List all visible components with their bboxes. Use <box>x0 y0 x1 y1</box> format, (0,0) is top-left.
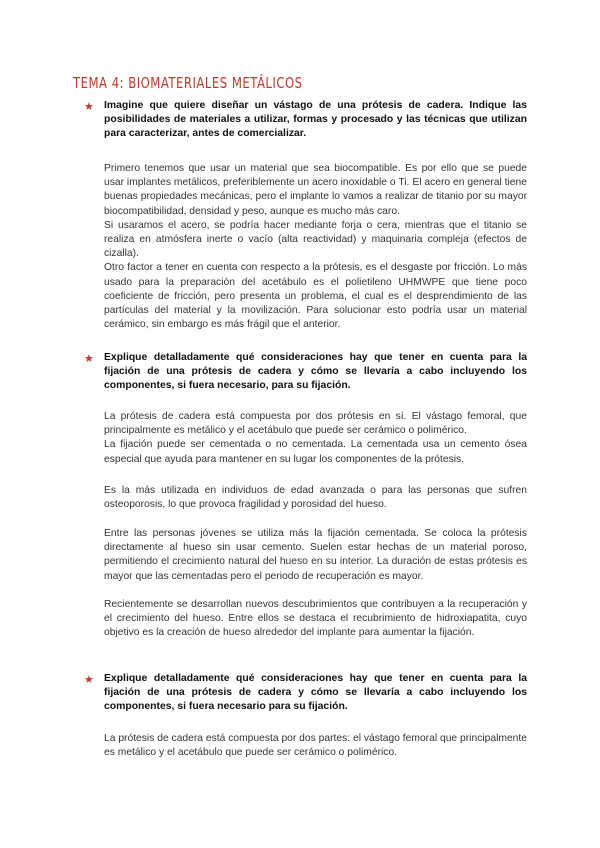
answer-2-paragraph <box>104 527 527 584</box>
question-3: Explique detalladamente qué consideraciones hay que tener en cuenta para la fijación de una prótesis de cadera y cómo se llevaría a cabo incluyendo los componentes, si fuera necesario para su fijación. <box>104 673 527 713</box>
answer-2-paragraph <box>104 598 527 641</box>
star-bullet-icon: ★ <box>84 353 94 365</box>
answer-2-line: Entre las personas jóvenes se utiliza más la fijación cementada. Se coloca la prótesis directamente al hueso sin usar cemento. Suelen estar hechas de un material poroso, permitiendo el crecimiento natural del hueso en su interior. La duración de estas prótesis es mayor que las cementadas pero el periodo de recuperación es mayor. <box>104 528 527 582</box>
page-title: TEMA 4: BIOMATERIALES METÁLICOS <box>73 74 303 92</box>
answer-2-line: Recientemente se desarrollan nuevos descubrimientos que contribuyen a la recuperación y el crecimiento del hueso. Entre ellos se destaca el recubrimiento de hidroxiapatita, cuyo objetivo es la creación de hueso alrededor del implante para aumentar la fijación. <box>104 599 527 639</box>
answer-2-paragraph <box>104 410 527 467</box>
answer-1-paragraph <box>104 162 527 332</box>
answer-2-paragraph <box>104 484 527 512</box>
answer-1-line: Si usaramos el acero, se podría hacer mediante forja o cera, mientras que el titanio se realiza en atmósfera inerte o vacío (alta reactividad) y maquinaria compleja (efectos de cizalla). <box>104 219 527 260</box>
answer-1-line: Primero tenemos que usar un material que sea biocompatible. Es por ello que se puede usar implantes metálicos, preferiblemente un acero inoxidable o Ti. El acero en general tiene buenas propiedades mecánicas, pero el implante lo vamos a realizar de titanio por su mayor biocompatibilidad, densidad y peso, aunque es mucho más caro. <box>104 163 527 217</box>
question-2: Explique detalladamente qué consideraciones hay que tener en cuenta para la fijación de una prótesis de cadera y cómo se llevaría a cabo incluyendo los componentes, si fuera necesario, para su fijación. <box>104 352 527 392</box>
answer-1-line: Otro factor a tener en cuenta con respecto a la prótesis, es el desgaste por fricción. Lo más usado para la preparación del acetábulo es el polietileno UHMWPE que tiene poco coeficiente de fricción, pero presenta un problema, el cual es el desprendimiento de las partículas del material y la movilización. Para solucionar esto podría usar un material cerámico, sin embargo es más frágil que el anterior. <box>104 262 527 331</box>
answer-2-line: La prótesis de cadera está compuesta por dos prótesis en sí. El vástago femoral, que principalmente es metálico y el acetábulo que puede ser cerámico o polimérico. <box>104 411 527 437</box>
answer-3-line: La prótesis de cadera está compuesta por dos partes: el vástago femoral que principalmente es metálico y el acetábulo que puede ser cerámico o polimérico. <box>104 733 527 759</box>
star-bullet-icon: ★ <box>84 101 94 113</box>
answer-2-line: La fijación puede ser cementada o no cementada. La cementada usa un cemento ósea especial que ayuda para mantener en su lugar los componentes de la prótesis. <box>104 439 527 465</box>
star-bullet-icon: ★ <box>84 674 94 686</box>
answer-3-paragraph <box>104 732 527 760</box>
answer-2-line: Es la más utilizada en individuos de edad avanzada o para las personas que sufren osteoporosis, lo que provoca fragilidad y porosidad del hueso. <box>104 485 527 511</box>
question-1: Imagine que quiere diseñar un vástago de una prótesis de cadera. Indique las posibilidades de materiales a utilizar, formas y procesado y las técnicas que utilizan para caracterizar, antes de comercializar. <box>104 100 527 140</box>
